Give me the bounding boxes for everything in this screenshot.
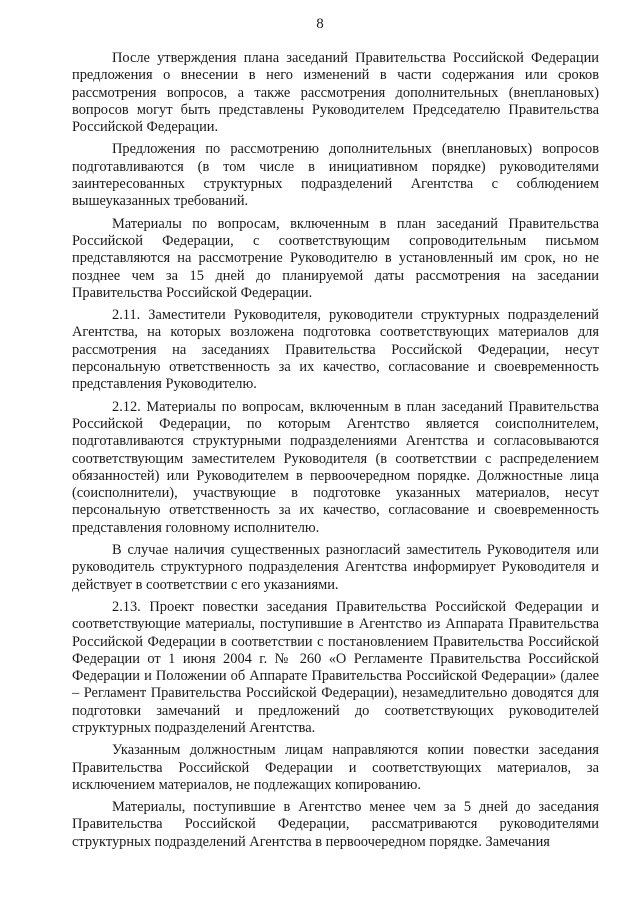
paragraph-late-materials: Материалы, поступившие в Агентство менее чем за 5 дней до заседания Правительства Российской Федерации, рассматриваются руководителями структурных подразделений Агентства в первоочередном порядке. Замечания	[72, 799, 599, 850]
page-number: 8	[316, 16, 324, 32]
paragraph-materials-deadline: Материалы по вопросам, включенным в план заседаний Правительства Российской Федерации, с соответствующим сопроводительным письмом представляются на рассмотрение Руководителю в установленный им срок, но не позднее чем за 15 дней до планируемой даты рассмотрения на заседании Правительства Российской Федерации.	[72, 215, 599, 301]
paragraph-approval-changes: После утверждения плана заседаний Правительства Российской Федерации предложения о внесении в него изменений в части содержания или сроков рассмотрения вопросов, а также рассмотрения дополнительных (внеплановых) вопросов могут быть представлены Руководителем Председателю Правительства Российской Федерации.	[72, 50, 599, 136]
paragraph-2-12: 2.12. Материалы по вопросам, включенным в план заседаний Правительства Российской Федерации, по которым Агентство является соисполнителем, подготавливаются структурными подразделениями Агентства и согласовываются соответствующим заместителем Руководителя (в соответствии с распределением обязанностей) или Руководителем в первоочередном порядке. Должностные лица (соисполнители), участвующие в подготовке указанных материалов, несут персональную ответственность за их качество, согласование и своевременность представления головному исполнителю.	[72, 398, 599, 536]
paragraph-additional-questions: Предложения по рассмотрению дополнительных (внеплановых) вопросов подготавливаются (в том числе в инициативном порядке) руководителями заинтересованных структурных подразделений Агентства с соблюдением вышеуказанных требований.	[72, 141, 599, 210]
paragraph-2-11: 2.11. Заместители Руководителя, руководители структурных подразделений Агентства, на которых возложена подготовка соответствующих материалов для рассмотрения на заседаниях Правительства Российской Федерации, несут персональную ответственность за их качество, согласование и своевременность представления Руководителю.	[72, 307, 599, 393]
paragraph-2-13: 2.13. Проект повестки заседания Правительства Российской Федерации и соответствующие материалы, поступившие в Агентство из Аппарата Правительства Российской Федерации в соответствии с постановлением Правительства Российской Федерации от 1 июня 2004 г. № 260 «О Регламенте Правительства Российской Федерации и Положении об Аппарате Правительства Российской Федерации» (далее – Регламент Правительства Российской Федерации), незамедлительно доводятся для подготовки замечаний и предложений до соответствующих руководителей структурных подразделений Агентства.	[72, 598, 599, 736]
paragraph-copies: Указанным должностным лицам направляются копии повестки заседания Правительства Российской Федерации и соответствующих материалов, за исключением материалов, не подлежащих копированию.	[72, 742, 599, 793]
document-body	[72, 50, 599, 856]
paragraph-disagreements: В случае наличия существенных разногласий заместитель Руководителя или руководитель структурного подразделения Агентства информирует Руководителя и действует в соответствии с его указаниями.	[72, 542, 599, 593]
